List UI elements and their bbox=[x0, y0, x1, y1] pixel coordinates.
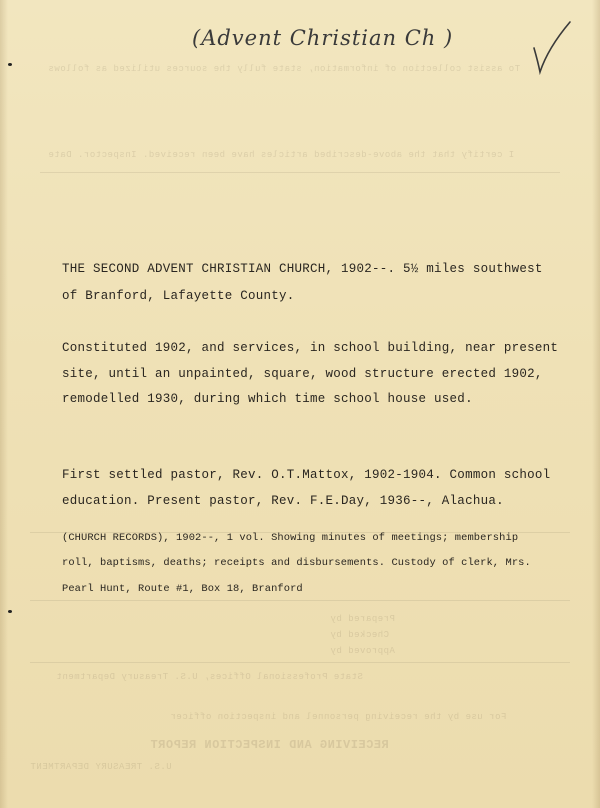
location-line: of Branford, Lafayette County. bbox=[62, 289, 295, 303]
punch-mark-icon bbox=[8, 63, 12, 66]
pastor-line: education. Present pastor, Rev. F.E.Day, 1936--, Alachua. bbox=[62, 494, 504, 508]
pastor-line: First settled pastor, Rev. O.T.Mattox, 1902-1904. Common school bbox=[62, 468, 551, 482]
bleed-through-text: U.S. TREASURY DEPARTMENT bbox=[30, 762, 172, 772]
records-line: roll, baptisms, deaths; receipts and disbursements. Custody of clerk, Mrs. bbox=[62, 557, 531, 569]
history-line: Constituted 1902, and services, in school building, near present bbox=[62, 341, 559, 355]
history-line: remodelled 1930, during which time school house used. bbox=[62, 392, 473, 406]
bleed-through-text: I certify that the above-described articles have been received. Inspector. Date bbox=[48, 150, 515, 160]
records-line: Pearl Hunt, Route #1, Box 18, Branford bbox=[62, 583, 303, 595]
bleed-through-title: RECEIVING AND INSPECTION REPORT bbox=[150, 738, 389, 752]
bleed-through-rule bbox=[40, 172, 560, 173]
right-page-edge bbox=[592, 0, 600, 808]
bleed-through-text: To assist collection of information, state fully the sources utilized as follows bbox=[48, 64, 521, 74]
church-title-line: THE SECOND ADVENT CHRISTIAN CHURCH, 1902--. 5½ miles southwest bbox=[62, 262, 543, 276]
records-line: (CHURCH RECORDS), 1902--, 1 vol. Showing minutes of meetings; membership bbox=[62, 532, 519, 544]
bleed-through-text: For use by the receiving personnel and inspection officer bbox=[170, 712, 507, 722]
bleed-through-text: Checked by bbox=[330, 630, 390, 640]
history-line: site, until an unpainted, square, wood structure erected 1902, bbox=[62, 367, 543, 381]
bleed-through-rule bbox=[30, 662, 570, 663]
left-page-edge bbox=[0, 0, 8, 808]
punch-mark-icon bbox=[8, 610, 12, 613]
bleed-through-text: Prepared by bbox=[330, 614, 395, 624]
bleed-through-text: State Professional Offices, U.S. Treasury Department bbox=[56, 672, 363, 682]
bleed-through-rule bbox=[30, 600, 570, 601]
bleed-through-text: Approved by bbox=[330, 646, 395, 656]
handwritten-heading: (Advent Christian Ch ) bbox=[192, 26, 454, 50]
handwritten-check-mark-icon bbox=[530, 18, 574, 76]
